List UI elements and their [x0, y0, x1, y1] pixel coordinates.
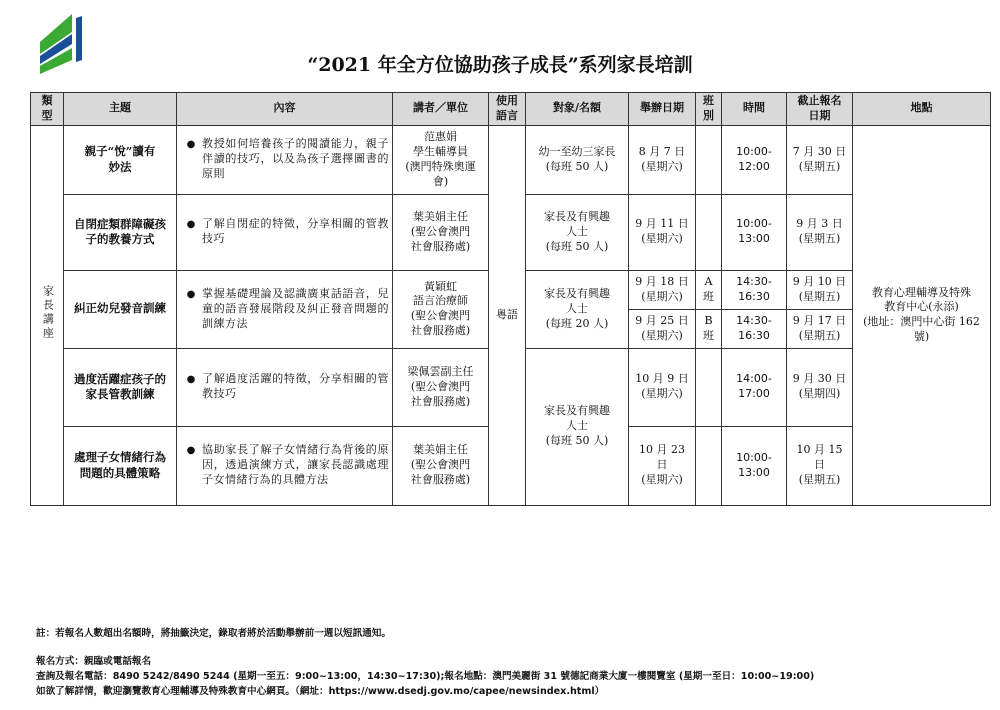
class-cell: A 班 [696, 270, 722, 309]
content-cell: ● 了解過度活躍的特徵，分享相關的管教技巧 [177, 348, 393, 426]
note-lottery: 註：若報名人數超出名額時，將抽籤決定，錄取者將於活動舉辦前一週以短訊通知。 [36, 628, 391, 639]
topic-cell: 過度活躍症孩子的 家長管教訓練 [64, 348, 177, 426]
class-cell [696, 194, 722, 270]
topic-cell: 處理子女情緒行為 問題的具體策略 [64, 426, 177, 505]
page-title: “2021 年全方位協助孩子成長”系列家長培訓 [307, 54, 693, 76]
speaker-cell: 黃穎虹 語言治療師 (聖公會澳門 社會服務處) [393, 270, 489, 348]
note-phone: 查詢及報名電話：8490 5242/8490 5244 (星期一至五：9:00~13:00，14:30~17:30);報名地點：澳門美麗街 31 號德記商業大廈一樓閱覽室 (星期一至日：10:00~19:00) [36, 671, 815, 682]
header-time: 時間 [722, 93, 787, 126]
class-cell [696, 348, 722, 426]
deadline-cell: 9 月 17 日 (星期五) [787, 309, 853, 348]
note-method: 報名方式：親臨或電話報名 [36, 656, 152, 667]
bullet-icon: ● [186, 139, 196, 151]
bullet-icon: ● [186, 288, 196, 300]
header-content: 內容 [177, 93, 393, 126]
class-cell: B 班 [696, 309, 722, 348]
header-audience: 對象/名額 [526, 93, 629, 126]
venue-cell: 教育心理輔導及特殊 教育中心(永添) (地址：澳門中心街 162 號) [853, 125, 991, 505]
date-cell: 8 月 7 日 (星期六) [629, 125, 696, 194]
content-cell: ● 了解自閉症的特徵，分享相關的管教技巧 [177, 194, 393, 270]
speaker-cell: 范惠娟 學生輔導員 (澳門特殊奧運 會) [393, 125, 489, 194]
table-row [31, 125, 991, 194]
deadline-cell: 9 月 10 日 (星期五) [787, 270, 853, 309]
footnotes [36, 626, 986, 699]
header-deadline: 截止報名 日期 [787, 93, 853, 126]
header-class: 班 別 [696, 93, 722, 126]
speaker-cell: 葉美娟主任 (聖公會澳門 社會服務處) [393, 194, 489, 270]
audience-cell: 家長及有興趣 人士 (每班 20 人) [526, 270, 629, 348]
deadline-cell: 9 月 3 日 (星期五) [787, 194, 853, 270]
time-cell: 14:30-16:30 [722, 309, 787, 348]
class-cell [696, 125, 722, 194]
date-cell: 10 月 9 日 (星期六) [629, 348, 696, 426]
time-cell: 10:00-12:00 [722, 125, 787, 194]
date-cell: 10 月 23 日 (星期六) [629, 426, 696, 505]
language-cell: 粵語 [489, 125, 526, 505]
time-cell: 14:00-17:00 [722, 348, 787, 426]
header-category: 類 型 [31, 93, 64, 126]
topic-cell: 自閉症類群障礙孩 子的教養方式 [64, 194, 177, 270]
header-speaker: 講者／單位 [393, 93, 489, 126]
topic-cell: 親子“悅”讀有 妙法 [64, 125, 177, 194]
date-cell: 9 月 11 日 (星期六) [629, 194, 696, 270]
audience-cell: 家長及有興趣 人士 (每班 50 人) [526, 194, 629, 270]
content-cell: ● 教授如何培養孩子的閱讀能力，親子伴讀的技巧，以及為孩子選擇圖書的原則 [177, 125, 393, 194]
deadline-cell: 9 月 30 日 (星期四) [787, 348, 853, 426]
content-cell: ● 掌握基礎理論及認識廣東話語音，兒童的語音發展階段及糾正發音問題的訓練方法 [177, 270, 393, 348]
header-topic: 主題 [64, 93, 177, 126]
bullet-icon: ● [186, 445, 196, 457]
time-cell: 14:30-16:30 [722, 270, 787, 309]
audience-cell: 幼一至幼三家長 (每班 50 人) [526, 125, 629, 194]
category-cell: 家長講座 [31, 125, 64, 505]
class-cell [696, 426, 722, 505]
bullet-icon: ● [186, 219, 196, 231]
content-cell: ● 協助家長了解子女情緒行為背後的原因，透過演練方式，讓家長認識處理子女情緒行為的具體方法 [177, 426, 393, 505]
time-cell: 10:00-13:00 [722, 426, 787, 505]
date-cell: 9 月 18 日 (星期六) [629, 270, 696, 309]
header-venue: 地點 [853, 93, 991, 126]
bullet-icon: ● [186, 374, 196, 386]
topic-cell: 糾正幼兒發音訓練 [64, 270, 177, 348]
note-website: 如欲了解詳情，歡迎瀏覽教育心理輔導及特殊教育中心網頁。（網址：https://www.dsedj.gov.mo/capee/newsindex.html） [36, 686, 605, 697]
date-cell: 9 月 25 日 (星期六) [629, 309, 696, 348]
speaker-cell: 葉美娟主任 (聖公會澳門 社會服務處) [393, 426, 489, 505]
header-language: 使用 語言 [489, 93, 526, 126]
audience-cell: 家長及有興趣 人士 (每班 50 人) [526, 348, 629, 505]
speaker-cell: 梁佩雲副主任 (聖公會澳門 社會服務處) [393, 348, 489, 426]
deadline-cell: 10 月 15 日 (星期五) [787, 426, 853, 505]
training-schedule-table [30, 92, 991, 506]
header-date: 舉辦日期 [629, 93, 696, 126]
time-cell: 10:00-13:00 [722, 194, 787, 270]
deadline-cell: 7 月 30 日 (星期五) [787, 125, 853, 194]
table-header-row [31, 93, 991, 126]
